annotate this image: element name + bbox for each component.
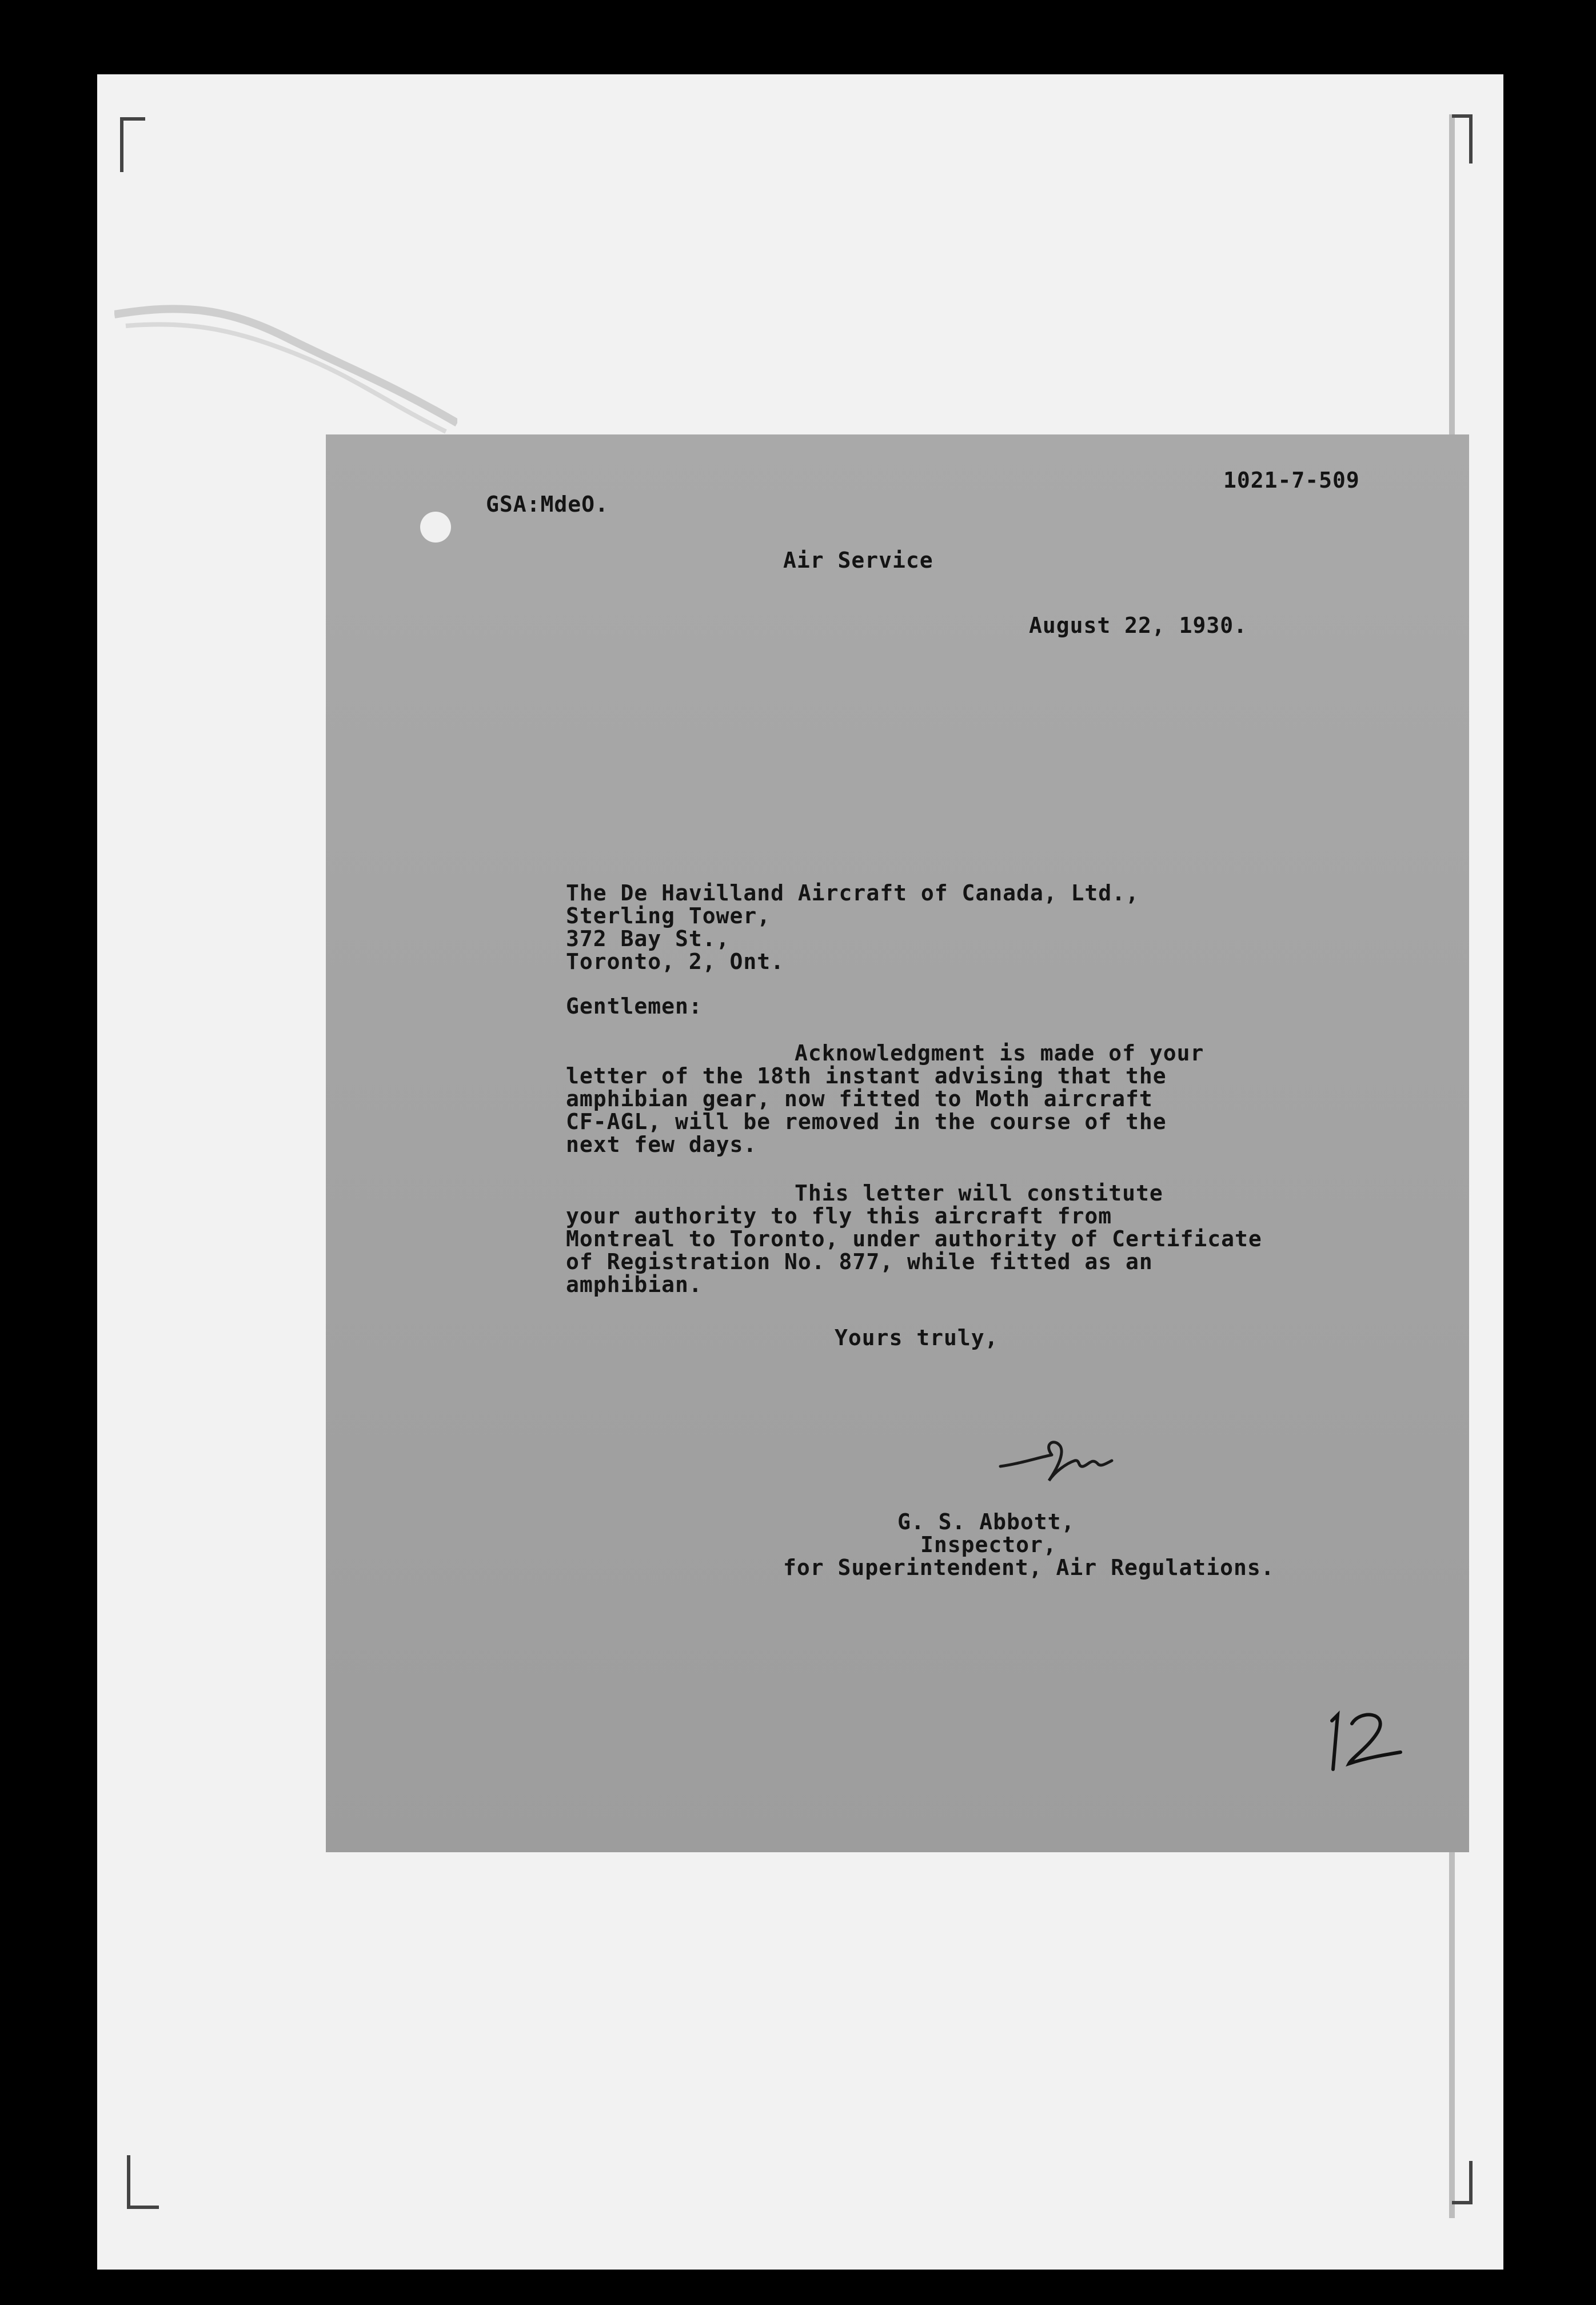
handwritten-page-number — [1320, 1698, 1406, 1778]
crop-mark-top-left — [120, 117, 145, 172]
file-number: 1021-7-509 — [1223, 468, 1360, 493]
signatory-name: G. S. Abbott, — [897, 1509, 1075, 1534]
body-line: Montreal to Toronto, under authority of Certificate — [566, 1226, 1262, 1251]
signatory-office: for Superintendent, Air Regulations. — [783, 1555, 1275, 1580]
body-line: next few days. — [566, 1132, 757, 1157]
tape-residue — [114, 303, 457, 434]
body-line: letter of the 18th instant advising that the — [566, 1063, 1167, 1088]
signatory-title: Inspector, — [920, 1532, 1057, 1557]
letter-heading: Air Service — [783, 548, 933, 573]
crop-mark-bottom-right — [1452, 2161, 1473, 2204]
body-line: CF-AGL, will be removed in the course of the — [566, 1109, 1167, 1134]
letter-date: August 22, 1930. — [1029, 613, 1248, 638]
punch-hole — [420, 512, 451, 543]
handwritten-signature — [998, 1432, 1129, 1501]
body-line: This letter will constitute — [795, 1181, 1163, 1206]
body-line: amphibian gear, now fitted to Moth aircraft — [566, 1086, 1153, 1111]
recipient-line: 372 Bay St., — [566, 926, 730, 951]
salutation: Gentlemen: — [566, 994, 703, 1019]
recipient-line: Sterling Tower, — [566, 903, 771, 928]
body-line: Acknowledgment is made of your — [795, 1040, 1204, 1066]
crop-mark-top-right — [1452, 114, 1473, 163]
body-line: your authority to fly this aircraft from — [566, 1203, 1112, 1229]
body-line: of Registration No. 877, while fitted as an — [566, 1249, 1153, 1274]
crop-mark-bottom-left — [127, 2155, 159, 2209]
body-line: amphibian. — [566, 1272, 703, 1297]
typed-letter — [326, 434, 1469, 1852]
recipient-line: Toronto, 2, Ont. — [566, 949, 785, 974]
recipient-line: The De Havilland Aircraft of Canada, Ltd., — [566, 880, 1139, 906]
closing: Yours truly, — [835, 1325, 999, 1350]
reference-initials: GSA:MdeO. — [486, 492, 609, 517]
